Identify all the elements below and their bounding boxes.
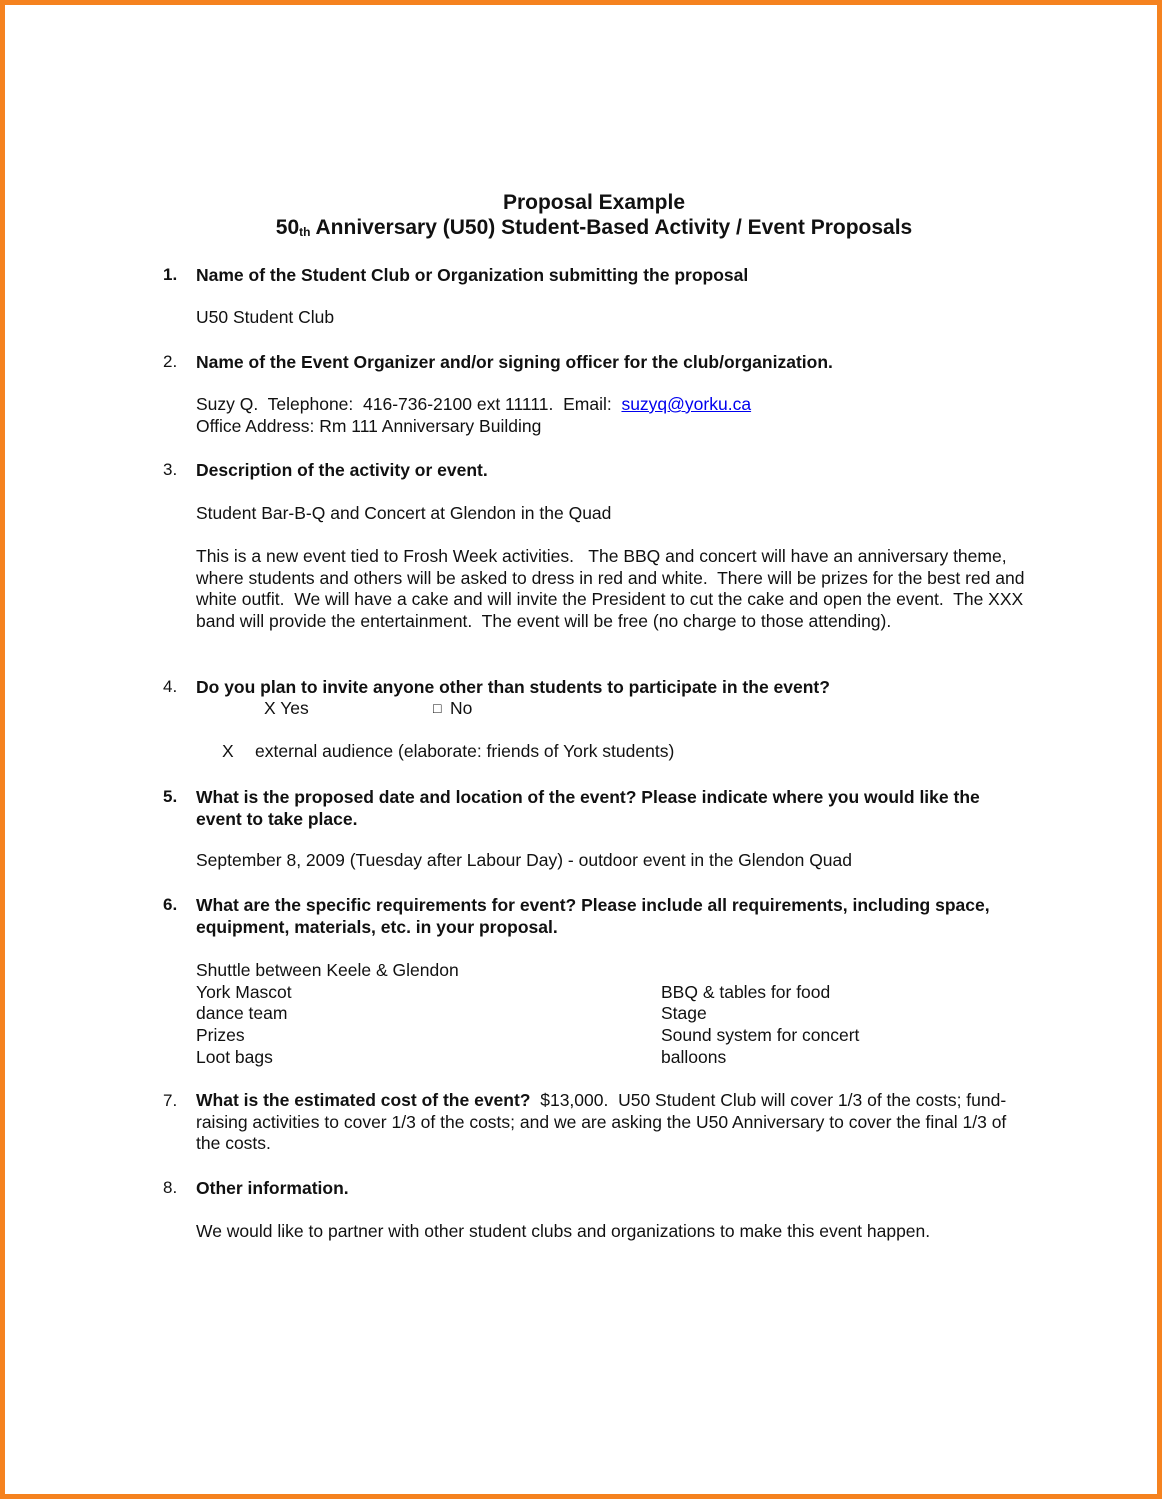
question-2: Name of the Event Organizer and/or signing officer for the club/organization. <box>196 352 833 372</box>
list-item: Stage <box>661 1003 707 1024</box>
no-option[interactable]: No <box>450 698 473 718</box>
item-number-7: 7. <box>163 1091 178 1110</box>
document-subtitle <box>0 215 1162 245</box>
office-address: Office Address: Rm 111 Anniversary Building <box>196 416 542 436</box>
list-item: Prizes <box>196 1025 245 1046</box>
list-item: Loot bags <box>196 1046 273 1067</box>
list-item: Sound system for concert <box>661 1025 860 1046</box>
item-number-3: 3. <box>163 460 178 479</box>
cost-text: $13,000. U50 Student Club will cover 1/3 of the costs; fund-raising activities to cover 1/3 of the costs; and we are asking the U50 Anniversary to cover the final 1/3 of the costs. <box>196 1090 1012 1154</box>
question-8: Other information. <box>196 1178 349 1198</box>
list-item: BBQ & tables for food <box>661 981 831 1002</box>
requirements-left-list <box>196 960 459 1068</box>
answer-3: Student Bar-B-Q and Concert at Glendon in the Quad <box>196 503 612 523</box>
item-number-4: 4. <box>163 677 178 696</box>
item-number-2: 2. <box>163 352 178 371</box>
item-number-6: 6. <box>163 895 178 914</box>
question-1: Name of the Student Club or Organization submitting the proposal <box>196 265 749 285</box>
contact-text: Suzy Q. Telephone: 416-736-2100 ext 11111. Email: <box>196 394 622 414</box>
answer-5: September 8, 2009 (Tuesday after Labour Day) - outdoor event in the Glendon Quad <box>196 850 853 870</box>
question-5: What is the proposed date and location of the event? Please indicate where you would like the event to take place. <box>196 787 980 829</box>
external-audience-text: external audience (elaborate: friends of York students) <box>255 741 675 761</box>
item-number-8: 8. <box>163 1178 178 1197</box>
description-paragraph: This is a new event tied to Frosh Week activities. The BBQ and concert will have an anniversary theme, where students and others will be asked to dress in red and white. There will be prizes for the best red and white outfit. We will have a cake and will invite the President to cut the cake and open the event. The XXX band will provide the entertainment. The event will be free (no charge to those attending). <box>196 546 1030 632</box>
list-item: dance team <box>196 1003 288 1024</box>
answer-1: U50 Student Club <box>196 307 335 327</box>
external-audience-mark: X <box>222 741 234 761</box>
email-link[interactable]: suzyq@yorku.ca <box>621 394 752 414</box>
contact-line <box>196 394 1026 416</box>
answer-8: We would like to partner with other student clubs and organizations to make this event happen. <box>196 1221 931 1241</box>
checkbox-icon[interactable]: □ <box>433 700 442 716</box>
item-number-5: 5. <box>163 787 178 806</box>
list-item: Shuttle between Keele & Glendon <box>196 960 459 980</box>
subtitle-superscript: th <box>299 225 311 239</box>
subtitle-part-b: Anniversary (U50) Student-Based Activity / Event Proposals <box>310 216 913 239</box>
answer-7 <box>196 1090 1026 1155</box>
question-3: Description of the activity or event. <box>196 460 488 480</box>
item-number-1: 1. <box>163 265 178 284</box>
subtitle-part-a: 50 <box>275 216 300 239</box>
requirements-right-list <box>661 982 859 1069</box>
list-item: York Mascot <box>196 981 292 1002</box>
list-item: balloons <box>661 1046 727 1067</box>
document-title: Proposal Example <box>502 191 686 214</box>
question-6: What are the specific requirements for event? Please include all requirements, including space, equipment, materials, etc. in your proposal. <box>196 895 990 937</box>
question-4: Do you plan to invite anyone other than students to participate in the event? <box>196 677 830 697</box>
question-7: What is the estimated cost of the event? <box>196 1090 531 1110</box>
yes-option[interactable]: X Yes <box>264 698 309 718</box>
